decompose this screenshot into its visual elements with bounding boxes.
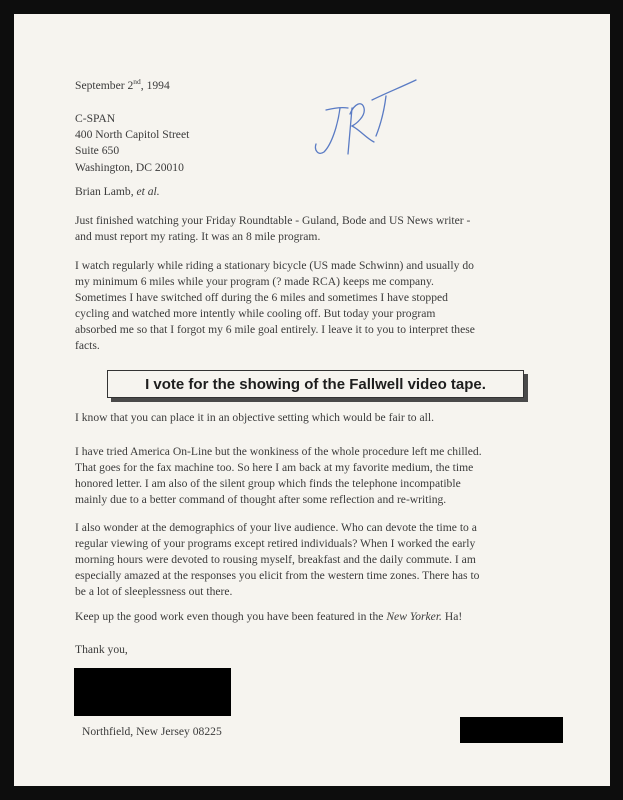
recipient-address (75, 111, 189, 176)
paragraph-demographics: I also wonder at the demographics of your live audience. Who can devote the time to a regular viewing of your programs except retired individuals? When I worked the early morning hours were devoted to rousing myself, breakfast and the daily commute. I am especially amazed at the responses you elicit from the western time zones. There has to be a lot of sleeplessness out there. (75, 521, 480, 598)
address-line: Suite 650 (75, 144, 120, 158)
handwritten-initials (304, 64, 424, 174)
redacted-block (460, 717, 563, 743)
vote-callout-box (107, 370, 524, 398)
sender-location: Northfield, New Jersey 08225 (82, 725, 222, 738)
vote-callout-text: I vote for the showing of the Fallwell video tape. (145, 375, 486, 393)
paragraph-roundtable: Just finished watching your Friday Roundtable - Guland, Bode and US News writer - and must report my rating. It was an 8 mile program. (75, 214, 471, 243)
address-line: Washington, DC 20010 (75, 160, 184, 174)
paragraph-objective: I know that you can place it in an objective setting which would be fair to all. (75, 411, 434, 424)
letter-page (14, 14, 610, 786)
closing: Thank you, (75, 643, 128, 656)
paragraph-new-yorker: Keep up the good work even though you have been featured in the New Yorker. Ha! (75, 610, 463, 623)
letter-date: September 2nd, 1994 (75, 77, 170, 92)
redacted-signature (74, 668, 231, 716)
address-line: C-SPAN (75, 112, 116, 125)
paragraph-aol: I have tried America On-Line but the wonkiness of the whole procedure left me chilled. That goes for the fax machine too. So here I am back at my favorite medium, the time honored letter. I am also of the silent group which finds the telephone incompatible mainly due to a better command of thought after some reflection and re-writing. (75, 445, 482, 506)
paragraph-bicycle: I watch regularly while riding a stationary bicycle (US made Schwinn) and usually do my minimum 6 miles while your program (? made RCA) keeps me company. Sometimes I have switched off during the 6 miles and sometimes I have stopped cycling and watched more intently while cooling off. But today your program absorbed me so that I forgot my 6 mile goal entirely. I leave it to you to interpret these facts. (75, 259, 475, 352)
salutation: Brian Lamb, et al. (75, 185, 160, 198)
address-line: 400 North Capitol Street (75, 128, 190, 142)
